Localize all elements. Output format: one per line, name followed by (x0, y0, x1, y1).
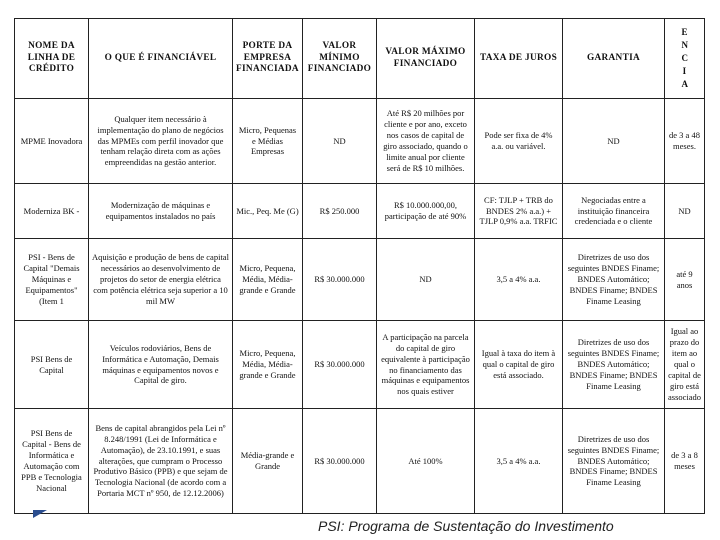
cell-guarantee: ND (563, 99, 665, 184)
header-partial-term (665, 19, 705, 99)
header-what-financed: O QUE É FINANCIÁVEL (89, 19, 233, 99)
cell-min: R$ 30.000.000 (303, 239, 377, 321)
header-company-size: PORTE DA EMPRESA FINANCIADA (233, 19, 303, 99)
cell-max: ND (377, 239, 475, 321)
cell-term: Igual ao prazo do item ao qual o capital de giro está associado (665, 321, 705, 409)
cell-size: Micro, Pequena, Média, Média-grande e Grande (233, 239, 303, 321)
cell-term: de 3 a 48 meses. (665, 99, 705, 184)
header-guarantee: GARANTIA (563, 19, 665, 99)
cell-min: R$ 250.000 (303, 184, 377, 239)
cell-size: Micro, Pequenas e Médias Empresas (233, 99, 303, 184)
cell-max: A participação na parcela do capital de giro equivalente à participação no financiamento das máquinas e equipamentos nos quais estiver (377, 321, 475, 409)
table-row (15, 99, 705, 184)
cell-size: Micro, Pequena, Média, Média-grande e Grande (233, 321, 303, 409)
cell-what: Veículos rodoviários, Bens de Informática e Automação, Demais máquinas e equipamentos novos e Capital de giro. (89, 321, 233, 409)
cell-guarantee: Diretrizes de uso dos seguintes BNDES Finame; BNDES Automático; BNDES Finame; BNDES Finame Leasing (563, 321, 665, 409)
cell-name: PSI Bens de Capital (15, 321, 89, 409)
credit-lines-table (14, 18, 705, 514)
header-row (15, 19, 705, 99)
header-credit-line: NOME DA LINHA DE CRÉDITO (15, 19, 89, 99)
table-row (15, 239, 705, 321)
cell-what: Aquisição e produção de bens de capital necessários ao desenvolvimento de projetos do setor de energia elétrica com potência elétrica seja superior a 10 mil MW (89, 239, 233, 321)
table-row (15, 184, 705, 239)
header-interest-rate: TAXA DE JUROS (475, 19, 563, 99)
cell-max: Até 100% (377, 409, 475, 514)
cell-max: R$ 10.000.000,00, participação de até 90% (377, 184, 475, 239)
cell-guarantee: Negociadas entre a instituição financeira credenciada e o cliente (563, 184, 665, 239)
table-row (15, 409, 705, 514)
cell-name: PSI Bens de Capital - Bens de Informática e Automação com PPB e Tecnologia Nacional (15, 409, 89, 514)
cell-rate: 3,5 a 4% a.a. (475, 239, 563, 321)
cell-term: até 9 anos (665, 239, 705, 321)
table-row (15, 321, 705, 409)
header-min-value: VALOR MÍNIMO FINANCIADO (303, 19, 377, 99)
cell-name: Moderniza BK - (15, 184, 89, 239)
cell-size: Mic., Peq. Me (G) (233, 184, 303, 239)
cell-rate: CF: TJLP + TRB do BNDES 2% a.a.) + TJLP 0,9% a.a. TRFIC (475, 184, 563, 239)
cell-what: Bens de capital abrangidos pela Lei nº 8.248/1991 (Lei de Informática e Automação), de 23.10.1991, e suas alterações, que cumpram o Processo Produtivo Básico (PPB) e que sejam de Tecnologia Nacional (de acordo com a Portaria MCT nº 950, de 12.12.2006) (89, 409, 233, 514)
cell-rate: Pode ser fixa de 4% a.a. ou variável. (475, 99, 563, 184)
cell-name: PSI - Bens de Capital "Demais Máquinas e Equipamentos" (Item 1 (15, 239, 89, 321)
cell-term: de 3 a 8 meses (665, 409, 705, 514)
footer-note: PSI: Programa de Sustentação do Investimento (318, 518, 614, 534)
cell-min: R$ 30.000.000 (303, 409, 377, 514)
header-max-value: VALOR MÁXIMO FINANCIADO (377, 19, 475, 99)
header-term-text: E N C I A (681, 26, 689, 90)
cell-min: ND (303, 99, 377, 184)
cell-size: Média-grande e Grande (233, 409, 303, 514)
cell-name: MPME Inovadora (15, 99, 89, 184)
cell-min: R$ 30.000.000 (303, 321, 377, 409)
cell-term: ND (665, 184, 705, 239)
cell-rate: Igual à taxa do item à qual o capital de giro está associado. (475, 321, 563, 409)
cell-rate: 3,5 a 4% a.a. (475, 409, 563, 514)
cell-what: Qualquer item necessário à implementação do plano de negócios das MPMEs com perfil inovador que tenham relação direta com as ações empreendidas na gestão anterior. (89, 99, 233, 184)
cell-what: Modernização de máquinas e equipamentos instalados no país (89, 184, 233, 239)
cell-guarantee: Diretrizes de uso dos seguintes BNDES Finame; BNDES Automático; BNDES Finame; BNDES Finame Leasing (563, 409, 665, 514)
cell-max: Até R$ 20 milhões por cliente e por ano, exceto nos casos de capital de giro associado, quando o limite anual por cliente será de R$ 10 milhões. (377, 99, 475, 184)
cell-guarantee: Diretrizes de uso dos seguintes BNDES Finame; BNDES Automático; BNDES Finame; BNDES Finame Leasing (563, 239, 665, 321)
